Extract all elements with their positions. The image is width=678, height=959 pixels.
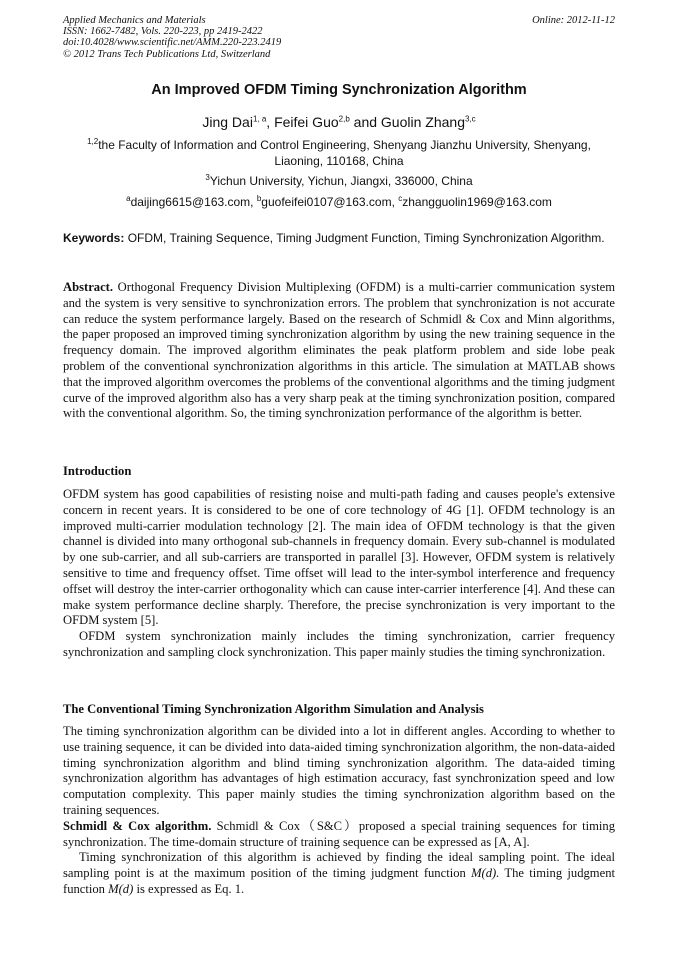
journal-header — [63, 15, 615, 60]
conventional-paragraph-1: The timing synchronization algorithm can be divided into a lot in different angles. According to whether to use training sequence, it can be divided into data-aided timing synchronization algorithm, the non-data-aided timing synchronization algorithm and blind timing synchronization algorithm. The data-aided timing synchronization algorithm has advantages of high estimation accuracy, fast synchronization speed and low computation complexity. This paper mainly studies the timing synchronization algorithm based on the training sequences. — [63, 724, 615, 817]
affiliation-1 — [63, 138, 615, 169]
introduction-heading: Introduction — [63, 464, 132, 478]
author-sep: and — [349, 114, 381, 130]
keywords-text: OFDM, Training Sequence, Timing Judgment Function, Timing Synchronization Algorithm. — [124, 231, 605, 245]
conventional-heading: The Conventional Timing Synchronization Algorithm Simulation and Analysis — [63, 702, 484, 716]
author-sup: 3,c — [464, 114, 476, 124]
conventional-body — [63, 724, 615, 898]
affiliation-3 — [63, 174, 615, 190]
aff-sup: 3 — [205, 173, 210, 182]
aff-sup: 1,2 — [87, 137, 99, 146]
abstract-text: Orthogonal Frequency Division Multiplexing (OFDM) is a multi-carrier communication system and the system is very sensitive to synchronization errors. The problem that synchronization is not accurate can reduce the system performance largely. Based on the research of Schmidl & Cox and Minn algorithms, the paper proposed an improved timing synchronization algorithm by using the new training sequence in the frequency domain. The improved algorithm eliminates the peak platform problem and side lobe peak problem of the conventional synchronization algorithms in this article. The simulation at MATLAB shows that the improved algorithm overcomes the problems of the conventional algorithms and the timing judgment curve of the improved algorithm also has a very sharp peak at the timing synchronization position, compared with the conventional algorithm. So, the timing synchronization performance of the algorithm is better. — [63, 280, 615, 421]
intro-paragraph-2: OFDM system synchronization mainly includes the timing synchronization, carrier frequency synchronization and sampling clock synchronization. This paper mainly studies the timing synchronization. — [63, 629, 615, 659]
author-sep: , — [266, 114, 275, 130]
doi-line[interactable]: doi:10.4028/www.scientific.net/AMM.220-223.2419 — [63, 37, 282, 49]
p3-text: Timing synchronization of this algorithm is achieved by finding the ideal sampling point. The ideal sampling point is at the maximum position of the timing judgment function — [63, 850, 615, 881]
keywords — [63, 231, 615, 246]
email[interactable]: zhangguolin1969@163.com — [402, 195, 552, 209]
email-sup: b — [256, 194, 262, 203]
intro-paragraph-1: OFDM system has good capabilities of resisting noise and multi-path fading and causes people's extensive concern in recent years. It is considered to be one of core technology of 4G [1]. OFDM technology is an improved multi-carrier modulation technology [2]. The main idea of OFDM technology is that the given channel is divided into many orthogonal sub-channels in frequency domain. Every sub-channel is modulated by one sub-carrier, and all sub-carriers are transported in parallel [3]. However, OFDM system is relatively sensitive to time and frequency offset. Time offset will lead to the inter-symbol interference and frequency offset will destroy the inter-carrier orthogonality which can cause inter-carrier interference [4]. And these can make system performance decline sharply. Therefore, the precise synchronization is very important to the OFDM system [5]. — [63, 487, 615, 628]
schmidl-cox-label: Schmidl & Cox algorithm. — [63, 818, 212, 833]
conventional-paragraph-3 — [63, 850, 615, 897]
email[interactable]: guofeifei0107@163.com, — [261, 195, 399, 209]
p3-text: is expressed as Eq. 1. — [133, 881, 245, 896]
schmidl-cox-text: Schmidl & Cox（S&C）proposed a special training sequences for timing synchronization. The time-domain structure of training sequence can be expressed as [A, A]. — [63, 818, 616, 849]
introduction-body — [63, 487, 615, 661]
author-name: Guolin Zhang — [380, 114, 465, 130]
math-md: M(d). — [471, 866, 500, 881]
issn-line: ISSN: 1662-7482, Vols. 220-223, pp 2419-2422 — [63, 26, 263, 38]
math-md: M(d) — [108, 881, 134, 896]
p3-text: The timing judgment function — [63, 866, 615, 896]
author-line — [40, 114, 638, 130]
journal-name: Applied Mechanics and Materials — [63, 15, 206, 26]
email[interactable]: daijing6615@163.com, — [130, 195, 257, 209]
keywords-label: Keywords: — [63, 231, 125, 245]
copyright-line: © 2012 Trans Tech Publications Ltd, Switzerland — [63, 48, 271, 60]
author-name: Feifei Guo — [274, 114, 339, 130]
author-sup: 2,b — [338, 114, 350, 124]
abstract — [63, 280, 615, 422]
author-sup: 1, a — [252, 114, 267, 124]
email-sup: a — [126, 194, 131, 203]
author-name: Jing Dai — [202, 114, 253, 130]
email-sup: c — [398, 194, 403, 203]
aff-text: the Faculty of Information and Control Engineering, Shenyang Jianzhu University, Shenyang, Liaoning, 110168, China — [98, 138, 591, 168]
email-line — [63, 195, 615, 211]
aff-text: Yichun University, Yichun, Jiangxi, 336000, China — [209, 174, 473, 188]
abstract-label: Abstract. — [63, 280, 114, 294]
online-date: Online: 2012-11-12 — [532, 15, 615, 26]
paper-title: An Improved OFDM Timing Synchronization Algorithm — [151, 82, 527, 98]
